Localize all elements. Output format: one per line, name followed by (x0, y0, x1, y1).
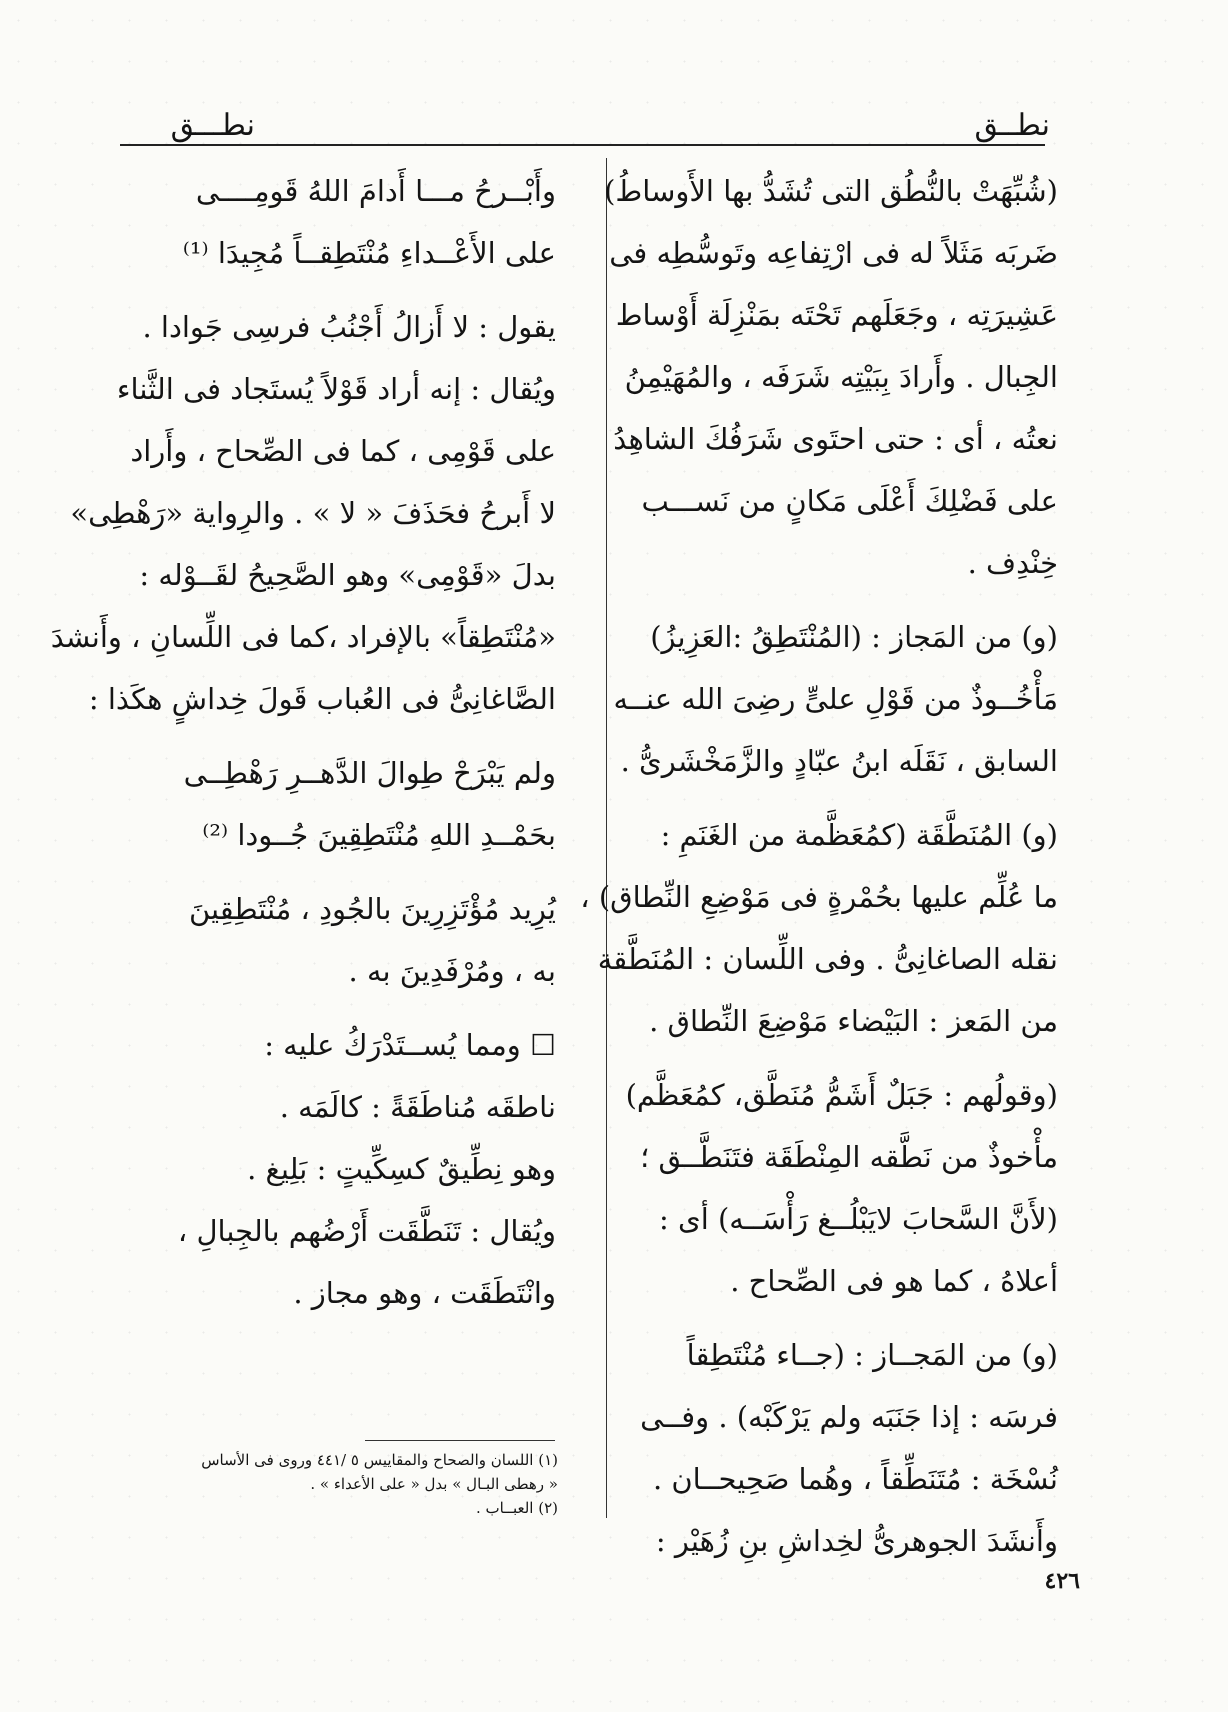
text-line: خِنْدِف . (967, 546, 1058, 580)
paragraph (604, 160, 1058, 594)
right-column (580, 160, 1058, 1584)
footnote-line: « رهطى البـال » بدل « على الأعداء » . (310, 1475, 558, 1493)
text-line: من المَعز : البَيْضاء مَوْضِعَ النِّطاق . (649, 1004, 1058, 1038)
text-line: (شُبِّهَتْ بالنُّطُق التى تُشَدُّ بها الأَوساطُ) (604, 174, 1058, 208)
verse-line: على الأَعْــداءِ مُنْتَطِقــاً مُجِيدَا ⁽¹⁾ (182, 236, 556, 270)
text-line: السابق ، نَقَلَه ابنُ عبّادٍ والزَّمَخْشَرىُّ . (620, 744, 1058, 778)
text-line: به ، ومُرْفَدِينَ به . (348, 954, 556, 988)
paragraph (50, 296, 556, 730)
text-line: «مُنْتَطِقاً» بالإفراد ،كما فى اللِّسانِ ، وأَنشدَ (50, 620, 556, 654)
text-line: يقول : لا أَزالُ أَجْنُبُ فرسِى جَوادا . (142, 310, 556, 344)
text-line: مَأْخُــوذٌ من قَوْلِ علىٍّ رضِىَ الله عنــه (613, 682, 1058, 716)
text-line: (و) من المَجاز : (المُنْتَطِقُ :العَزِيزُ) (650, 620, 1058, 654)
text-line: أعلاهُ ، كما هو فى الصِّحاح . (730, 1264, 1058, 1298)
text-line: نُسْخَة : مُتَنَطِّقاً ، وهُما صَحِيحــان . (652, 1462, 1058, 1496)
footnote-rule (365, 1440, 555, 1441)
text-line: ما عُلِّم عليها بحُمْرةٍ فى مَوْضِعِ النِّطاق) ، (580, 880, 1058, 914)
column-divider (606, 158, 607, 1518)
mustadrak-heading: ☐ ومما يُســتَدْرَكُ عليه : (264, 1028, 556, 1062)
paragraph (580, 804, 1058, 1052)
paragraph (118, 878, 556, 1002)
page-number: ٤٢٦ (1044, 1568, 1080, 1594)
header-left-word: نطـــق (170, 108, 255, 143)
text-line: على فَضْلِكَ أَعْلَى مَكانٍ من نَســـب (641, 484, 1058, 518)
header-rule (120, 144, 1045, 146)
text-line: على قَوْمِى ، كما فى الصِّحاح ، وأَراد (130, 434, 556, 468)
text-line: وأَنشَدَ الجوهرىُّ لخِداشِ بنِ زُهَيْر : (655, 1524, 1058, 1558)
verse-block (118, 742, 556, 866)
footnotes (118, 1448, 558, 1520)
paragraph (613, 606, 1058, 792)
left-column (50, 160, 556, 1336)
text-line: (لأَنَّ السَّحابَ لايَبْلُــغ رَأْسَــه) أى : (659, 1202, 1058, 1236)
paragraph (618, 1064, 1058, 1312)
text-line: نعتُه ، أى : حتى احتَوى شَرَفُكَ الشاهِدُ (613, 422, 1058, 456)
text-line: (و) المُنَطَّقَة (كمُعَظَّمة من الغَنَمِ : (660, 818, 1058, 852)
text-line: نقله الصاغانِىُّ . وفى اللِّسان : المُنَطَّقة (597, 942, 1058, 976)
text-line: (و) من المَجــاز : (جــاء مُنْتَطِقاً (686, 1338, 1058, 1372)
footnote-line: (١) اللسان والصحاح والمقاييس ٥ /٤٤١ وروى فى الأساس (201, 1451, 558, 1469)
text-line: عَشِيرَتِه ، وجَعَلَهم تَحْتَه بمَنْزِلَة أَوْساط (615, 298, 1058, 332)
text-line: ويُقال : تَنَطَّقَت أَرْضُهم بالجِبالِ ، (177, 1214, 556, 1248)
text-line: الصَّاغانِىُّ فى العُباب قَولَ خِداشٍ هكَذا : (88, 682, 556, 716)
text-line: مأْخوذٌ من نَطَّقه المِنْطَقَة فتَنَطَّــق ؛ (640, 1140, 1058, 1174)
text-line: ضَربَه مَثَلاً له فى ارْتِفاعِه وتَوسُّطِه فى (609, 236, 1058, 270)
text-line: ناطقَه مُناطَقَةً : كالَمَه . (279, 1090, 556, 1124)
text-line: (وقولُهم : جَبَلٌ أَشَمُّ مُنَطَّق، كمُعَظَّم) (625, 1078, 1058, 1112)
paragraph (118, 1014, 556, 1324)
verse-line: ولم يَبْرَحْ طِوالَ الدَّهــرِ رَهْطِــى (183, 756, 556, 790)
paragraph (618, 1324, 1058, 1572)
verse-line: وأَبْــرحُ مـــا أَدامَ اللهُ قَومِــــى (195, 174, 556, 208)
text-line: الجِبال . وأَرادَ بِبَيْتِه شَرَفَه ، والمُهَيْمِنُ (624, 360, 1058, 394)
text-line: لا أَبرحُ فحَذَفَ « لا » . والرِواية «رَهْطِى» (70, 496, 556, 530)
verse-line: بحَمْــدِ اللهِ مُنْتَطِقِينَ جُــودا ⁽²⁾ (202, 818, 556, 852)
text-line: بدلَ «قَوْمِى» وهو الصَّحِيحُ لقَــوْله : (139, 558, 556, 592)
text-line: وانْتَطَقَت ، وهو مجاز . (293, 1276, 556, 1310)
verse-block (118, 160, 556, 284)
text-line: ويُقال : إنه أراد قَوْلاً يُستَجاد فى الثَّناء (116, 372, 556, 406)
header-right-word: نطــق (974, 108, 1050, 143)
footnote-line: (٢) العبــاب . (475, 1499, 558, 1517)
text-line: وهو نِطِّيقٌ كسِكِّيتٍ : بَلِيغ . (247, 1152, 556, 1186)
text-line: يُرِيد مُؤْتَزِرِينَ بالجُودِ ، مُنْتَطِقِينَ (188, 892, 556, 926)
text-line: فرسَه : إذا جَنَبَه ولم يَرْكَبْه) . وفــى (640, 1400, 1058, 1434)
